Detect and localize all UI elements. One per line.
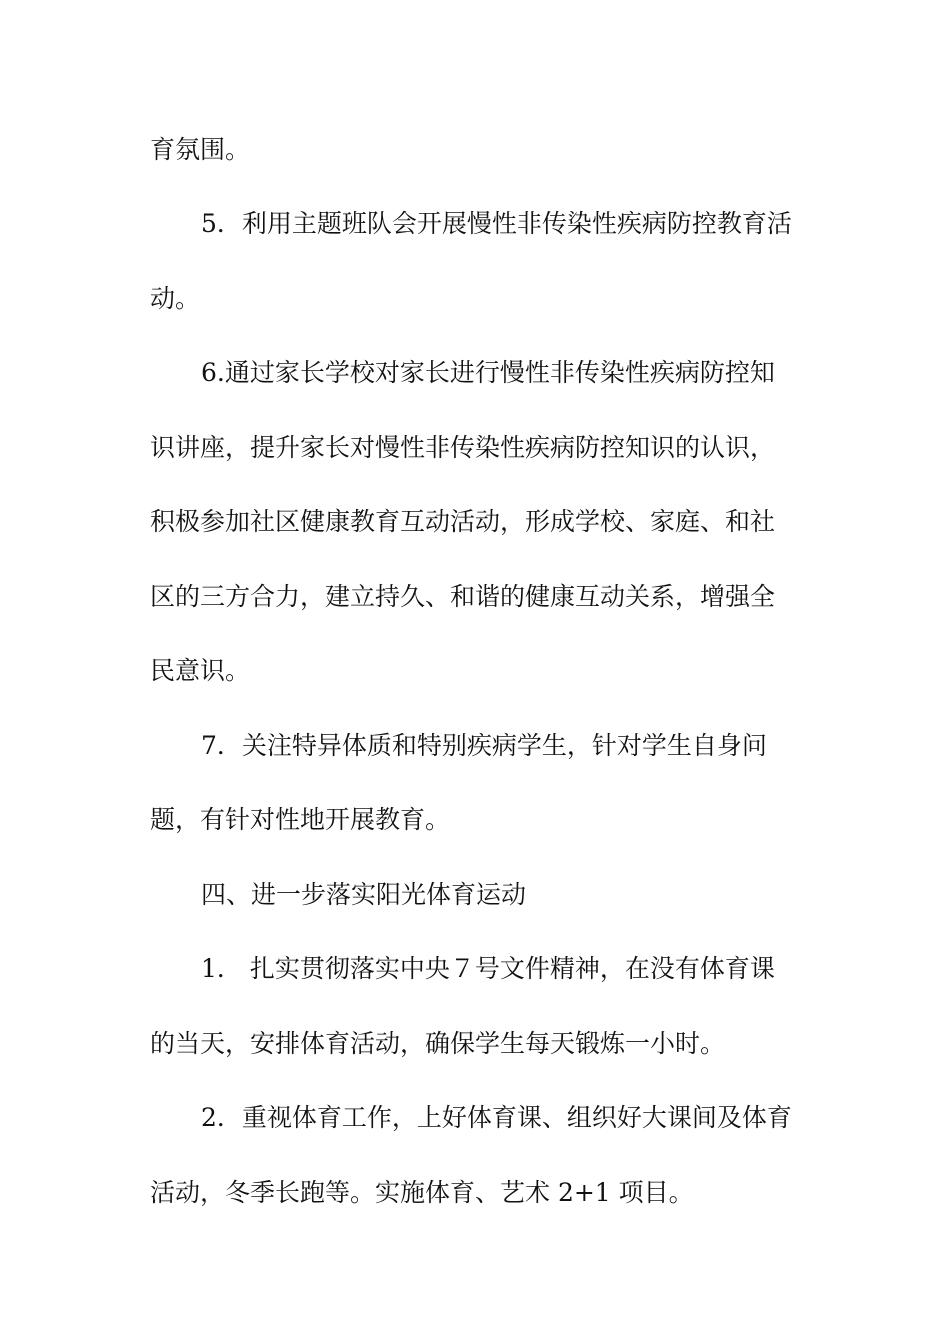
text-line: 识讲座，提升家长对慢性非传染性疾病防控知识的认识，: [150, 433, 776, 462]
text-line: 活动，冬季长跑等。实施体育、艺术 2+1 项目。: [150, 1178, 694, 1207]
paragraph-item-6: 6.通过家长学校对家长进行慢性非传染性疾病防控知: [201, 358, 775, 387]
text-line: 民意识。: [150, 656, 251, 685]
paragraph-item-5: 5．利用主题班队会开展慢性非传染性疾病防控教育活: [201, 209, 792, 238]
text-line: 区的三方合力，建立持久、和谐的健康互动关系，增强全: [150, 582, 776, 611]
paragraph-item-1: 1． 扎实贯彻落实中央７号文件精神，在没有体育课: [201, 954, 775, 983]
paragraph-item-7: 7．关注特异体质和特别疾病学生，针对学生自身问: [201, 731, 767, 760]
section-heading: 四、进一步落实阳光体育运动: [201, 880, 527, 909]
paragraph-item-2: 2．重视体育工作，上好体育课、组织好大课间及体育: [201, 1103, 792, 1132]
text-line: 动。: [150, 284, 201, 313]
text-line: 育氛围。: [150, 135, 251, 164]
text-line: 题，有针对性地开展教育。: [150, 805, 451, 834]
text-line: 的当天，安排体育活动，确保学生每天锻炼一小时。: [150, 1029, 726, 1058]
text-line: 积极参加社区健康教育互动活动，形成学校、家庭、和社: [150, 507, 776, 536]
